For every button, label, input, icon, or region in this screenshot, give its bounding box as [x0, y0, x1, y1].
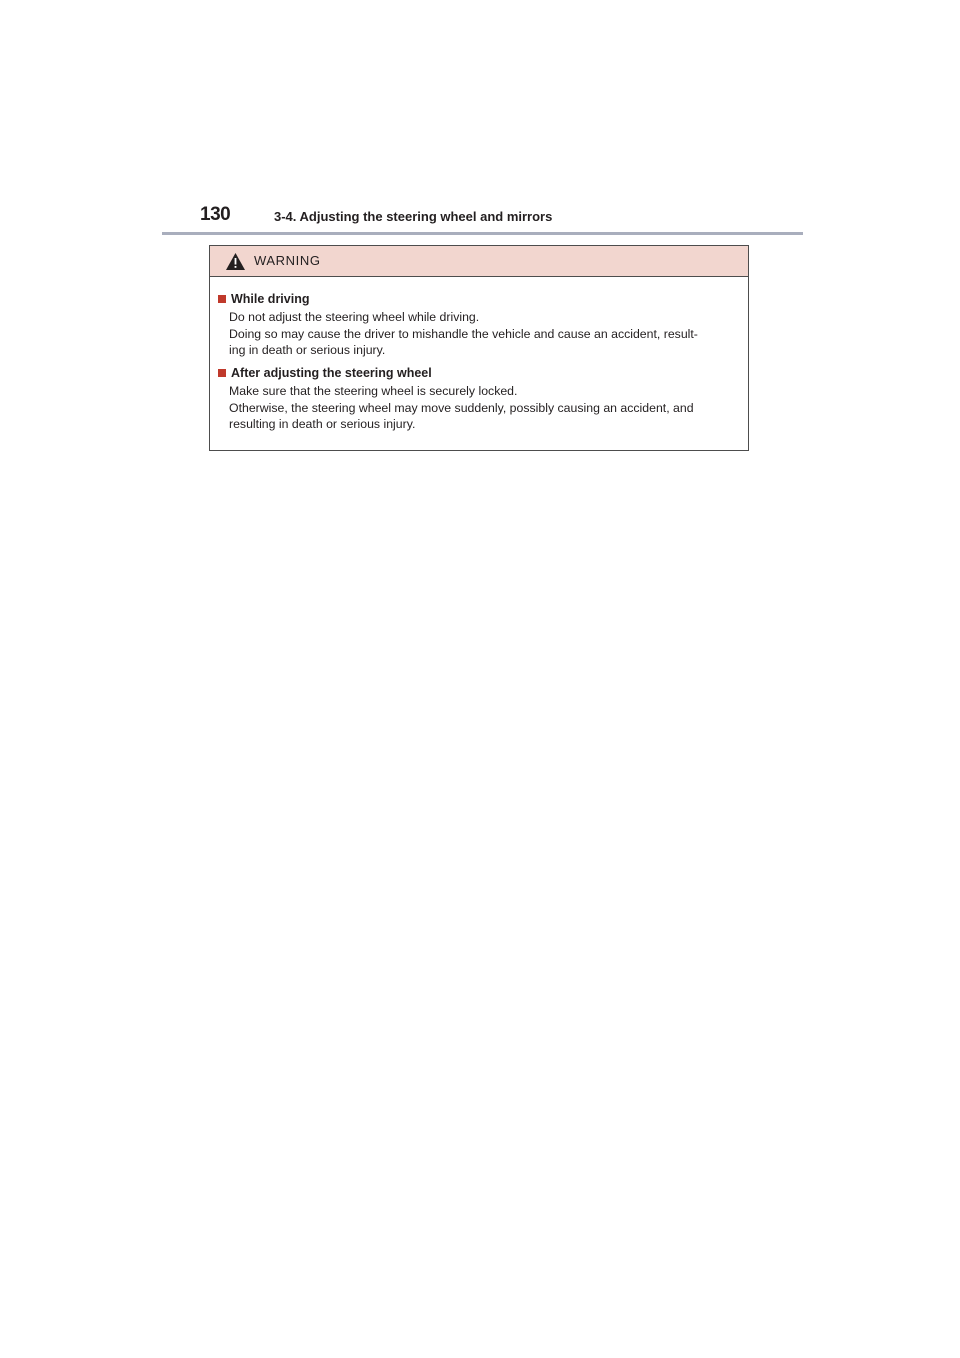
warning-box [209, 245, 749, 451]
page-number: 130 [200, 204, 231, 225]
warning-item-line: Make sure that the steering wheel is securely locked. [229, 384, 518, 398]
section-title: 3-4. Adjusting the steering wheel and mirrors [274, 209, 553, 224]
warning-header [210, 246, 748, 277]
bullet-square-icon [218, 295, 226, 303]
warning-triangle-icon [225, 252, 246, 271]
warning-item-line: Do not adjust the steering wheel while driving. [229, 310, 480, 324]
page-header [200, 203, 800, 231]
warning-item-heading-text: While driving [231, 292, 310, 306]
warning-title: WARNING [254, 253, 321, 268]
warning-item-heading-text: After adjusting the steering wheel [231, 366, 432, 380]
warning-item-line: ing in death or serious injury. [229, 343, 386, 357]
warning-item-line: resulting in death or serious injury. [229, 417, 416, 431]
warning-item-heading [214, 365, 432, 381]
warning-item-heading [214, 291, 309, 307]
warning-item-text [229, 383, 743, 433]
header-rule [162, 232, 803, 235]
bullet-square-icon [218, 369, 226, 377]
warning-item-line: Otherwise, the steering wheel may move suddenly, possibly causing an accident, and [229, 400, 694, 415]
warning-item-line: Doing so may cause the driver to mishandle the vehicle and cause an accident, result- [229, 326, 698, 341]
warning-item-text [229, 309, 743, 359]
